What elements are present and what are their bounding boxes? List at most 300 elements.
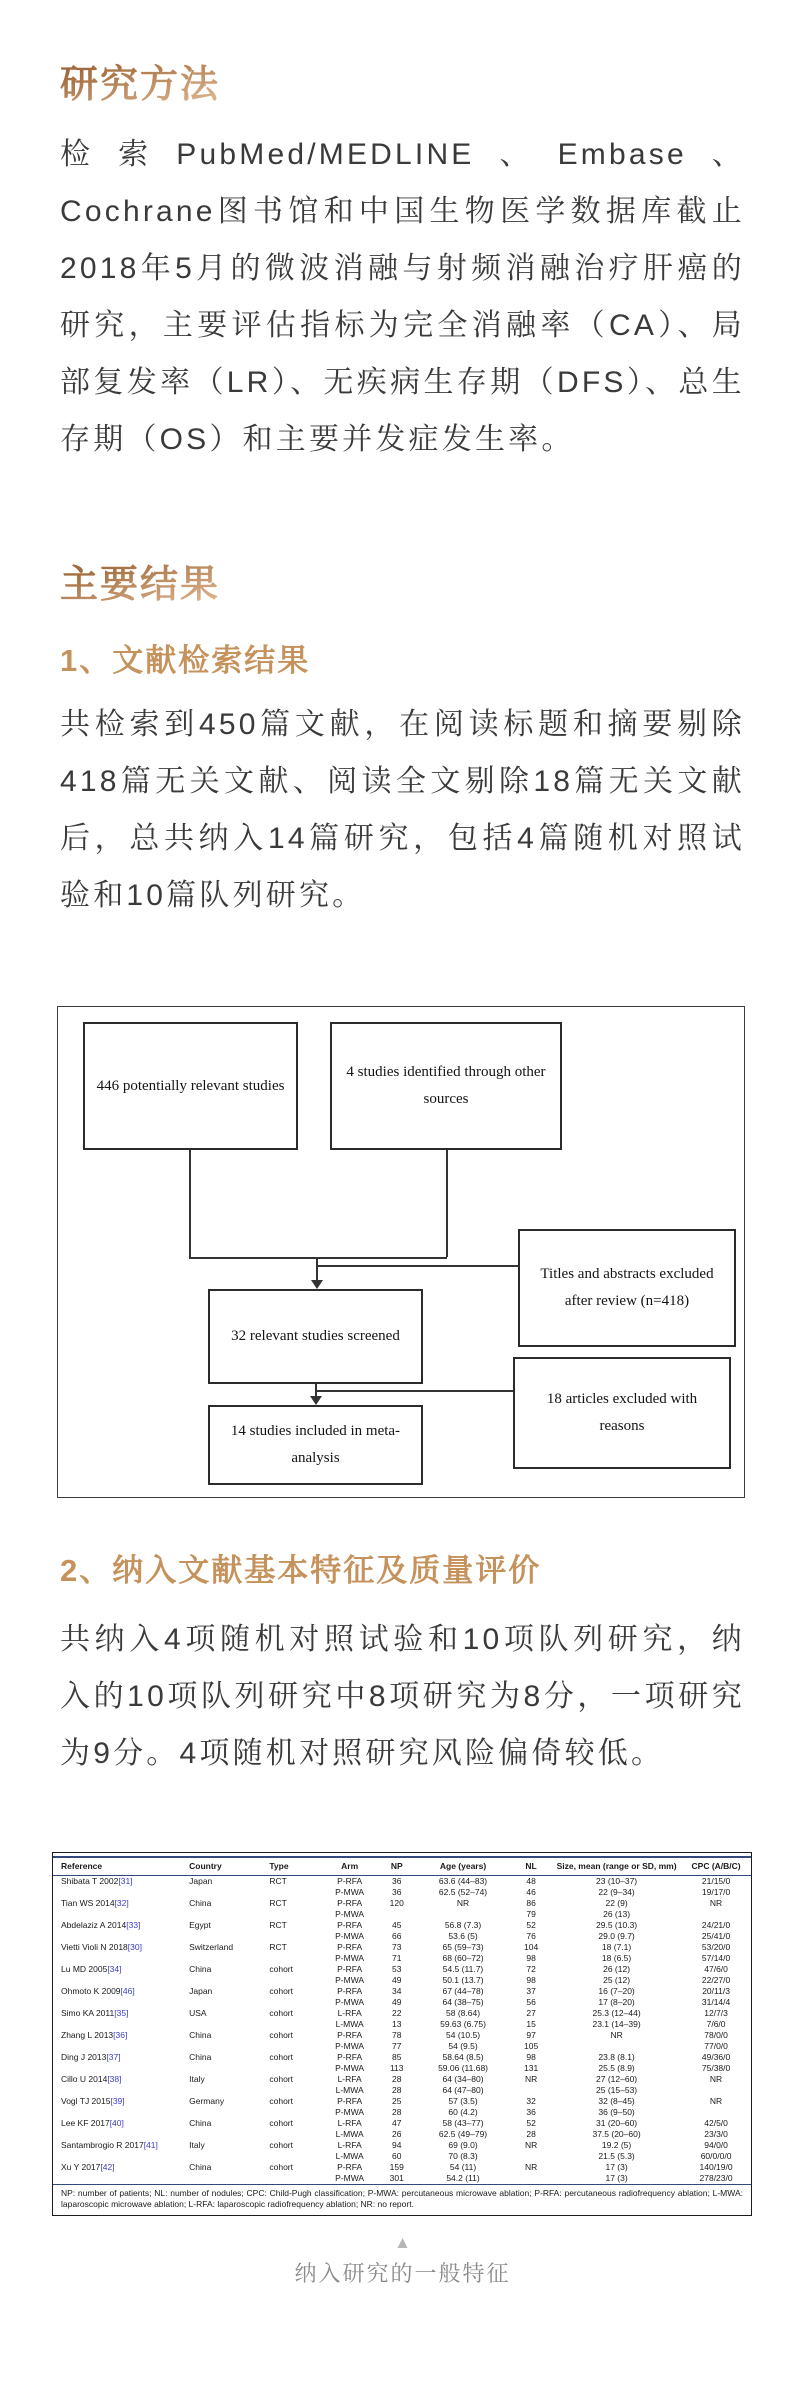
table-row <box>53 2096 751 2107</box>
table-cell <box>189 2107 269 2118</box>
table-cell: 7/6/0 <box>706 2019 726 2029</box>
table-cell: 120 <box>389 1898 404 1908</box>
table-cell: 25 (15–53) <box>596 2085 638 2095</box>
table-cell: 71 <box>392 1953 402 1963</box>
table-cell <box>510 2173 552 2184</box>
citation-link[interactable]: [34] <box>107 1964 122 1974</box>
table-cell: 60/0/0/0 <box>700 2151 732 2161</box>
table-cell <box>681 2107 751 2118</box>
table-cell: 20/11/3 <box>702 1986 730 1996</box>
subsection2-heading: 2、纳入文献基本特征及质量评价 <box>60 1553 542 1588</box>
reference-cell: Vietti Violi N 2018[30] <box>61 1942 142 1952</box>
table-cell: 31/14/4 <box>701 1997 731 2007</box>
table-cell: Japan <box>189 1986 213 1996</box>
results-heading: 主要结果 <box>60 564 221 606</box>
table-cell: L-MWA <box>335 2129 364 2139</box>
table-cell: P-RFA <box>337 1898 363 1908</box>
citation-link[interactable]: [46] <box>120 1986 135 1996</box>
table-cell: 24/21/0 <box>701 1920 731 1930</box>
table-cell: P-MWA <box>335 1997 365 2007</box>
table-cell: cohort <box>269 2052 293 2062</box>
table-cell: 42/5/0 <box>704 2118 728 2128</box>
table-cell <box>269 2063 321 2074</box>
table-cell: 28 <box>526 2129 536 2139</box>
table-cell <box>189 2151 269 2162</box>
reference-cell <box>53 2151 189 2162</box>
table-cell: 53.6 (5) <box>448 1931 478 1941</box>
table-cell: cohort <box>269 2096 293 2106</box>
table-cell: 13 <box>392 2019 402 2029</box>
table-cell <box>269 1931 321 1942</box>
table-cell: L-RFA <box>337 2118 362 2128</box>
table-cell: RCT <box>269 1920 287 1930</box>
table-row <box>53 2118 751 2129</box>
table-cell: 29.5 (10.3) <box>596 1920 638 1930</box>
reference-cell: Abdelaziz A 2014[33] <box>61 1920 141 1930</box>
table-cell: 53 <box>392 1964 402 1974</box>
table-cell: 72 <box>526 1964 536 1974</box>
methods-heading: 研究方法 <box>60 64 221 106</box>
flowchart-box-studies-included: 14 studies included in meta-analysis <box>208 1405 423 1485</box>
table-cell: 17 (8–20) <box>598 1997 635 2007</box>
column-header: Reference <box>53 1857 189 1876</box>
table-cell: 54 (9.5) <box>448 2041 478 2051</box>
table-cell: 54 (10.5) <box>446 2030 481 2040</box>
reference-cell: Lee KF 2017[40] <box>61 2118 124 2128</box>
table-cell: 54.5 (11.7) <box>442 1964 484 1974</box>
table-row <box>53 1964 751 1975</box>
arrow-down-icon <box>311 1280 323 1289</box>
table-cell <box>189 1975 269 1986</box>
table-cell <box>552 2041 681 2052</box>
table-row <box>53 1909 751 1920</box>
table-cell: 52 <box>526 1920 536 1930</box>
table-cell <box>189 2173 269 2184</box>
table-cell: 27 (12–60) <box>596 2074 638 2084</box>
table-cell: L-RFA <box>337 2074 362 2084</box>
table-row <box>53 2107 751 2118</box>
table-cell: China <box>189 2118 212 2128</box>
table-cell: P-RFA <box>337 2030 363 2040</box>
table-cell <box>189 2129 269 2140</box>
table-cell: 140/19/0 <box>699 2162 733 2172</box>
table-cell: P-RFA <box>337 1986 363 1996</box>
table-cell: P-RFA <box>337 1964 363 1974</box>
table-cell: 78 <box>392 2030 402 2040</box>
reference-cell <box>53 1953 189 1964</box>
citation-link[interactable]: [31] <box>118 1876 133 1886</box>
table-cell <box>269 2019 321 2030</box>
subsection1-heading: 1、文献检索结果 <box>60 643 311 678</box>
column-header: Country <box>189 1857 269 1876</box>
table-cell: 75/38/0 <box>701 2063 731 2073</box>
table-cell: 36 <box>526 2107 536 2117</box>
table-cell <box>269 1997 321 2008</box>
table-cell <box>269 1975 321 1986</box>
article-body <box>0 62 800 2288</box>
table-cell: 22 <box>392 2008 402 2018</box>
prisma-flowchart <box>57 1006 745 1498</box>
subsection1-paragraph: 共检索到450篇文献，在阅读标题和摘要剔除418篇无关文献、阅读全文剔除18篇无关文献后，总共纳入14篇研究，包括4篇随机对照试验和10篇队列研究。 <box>60 708 745 912</box>
table-row <box>53 2151 751 2162</box>
table-row <box>53 2008 751 2019</box>
reference-cell <box>53 1997 189 2008</box>
table-row <box>53 2173 751 2184</box>
table-cell: 301 <box>389 2173 404 2183</box>
table-cell: China <box>189 1964 212 1974</box>
methods-paragraph: 检索PubMed/MEDLINE、Embase、Cochrane图书馆和中国生物医学数据库截止2018年5月的微波消融与射频消融治疗肝癌的研究，主要评估指标为完全消融率（CA）、局部复发率（LR）、无疾病生存期（DFS）、总生存期（OS）和主要并发症发生率。 <box>60 138 745 456</box>
reference-cell <box>53 2085 189 2096</box>
table-cell: 86 <box>526 1898 536 1908</box>
table-cell: NR <box>709 2096 723 2106</box>
table-row <box>53 1942 751 1953</box>
reference-cell <box>53 2173 189 2184</box>
table-cell: 37.5 (20–60) <box>592 2129 641 2139</box>
table-row <box>53 2052 751 2063</box>
citation-link[interactable]: [36] <box>113 2030 128 2040</box>
table-row <box>53 2140 751 2151</box>
column-header: Size, mean (range or SD, mm) <box>552 1857 681 1876</box>
table-cell: 17 (3) <box>605 2162 628 2172</box>
connector-line <box>316 1257 318 1282</box>
table-cell: 59.63 (6.75) <box>440 2019 486 2029</box>
table-cell: 58 (43–77) <box>442 2118 484 2128</box>
column-header: Age (years) <box>416 1857 510 1876</box>
connector-line <box>446 1150 448 1257</box>
connector-line <box>189 1257 447 1259</box>
table-cell: 25 (12) <box>603 1975 631 1985</box>
citation-link[interactable]: [30] <box>127 1942 142 1952</box>
reference-cell: Cillo U 2014[38] <box>61 2074 122 2084</box>
table-cell: L-RFA <box>337 2140 362 2150</box>
table-cell <box>269 2173 321 2184</box>
table-cell: 57/14/0 <box>701 1953 731 1963</box>
table-cell: 62.5 (49–79) <box>438 2129 488 2139</box>
table-cell: 26 (12) <box>603 1964 631 1974</box>
connector-line <box>315 1390 513 1392</box>
reference-cell <box>53 1931 189 1942</box>
citation-link[interactable]: [37] <box>106 2052 121 2062</box>
table-cell <box>189 1887 269 1898</box>
table-cell: cohort <box>269 2162 293 2172</box>
column-header: Type <box>269 1857 321 1876</box>
table-cell: P-MWA <box>335 1931 365 1941</box>
collapse-triangle-icon[interactable]: ▲ <box>394 2233 411 2252</box>
table-cell: RCT <box>269 1876 287 1886</box>
table-row <box>53 1876 751 1888</box>
table-cell: 98 <box>526 1953 536 1963</box>
table-cell: 54 (11) <box>449 2162 477 2172</box>
table-cell: 17 (3) <box>605 2173 628 2183</box>
table-cell: 64 (34–80) <box>442 2074 484 2084</box>
table-cell <box>681 2085 751 2096</box>
reference-cell: Simo KA 2011[35] <box>61 2008 129 2018</box>
table-cell: RCT <box>269 1942 287 1952</box>
table-cell: cohort <box>269 1964 293 1974</box>
table-row <box>53 2074 751 2085</box>
table-cell: 21.5 (5.3) <box>598 2151 635 2161</box>
table-cell: 69 (9.0) <box>448 2140 478 2150</box>
table-cell: cohort <box>269 2008 293 2018</box>
citation-link[interactable]: [35] <box>114 2008 129 2018</box>
table-cell: 36 <box>392 1876 402 1886</box>
table-cell: P-RFA <box>337 1920 363 1930</box>
table-cell: 52 <box>526 2118 536 2128</box>
table-cell <box>269 2151 321 2162</box>
flowchart-box-articles-excluded: 18 articles excluded with reasons <box>513 1357 731 1469</box>
table-row <box>53 2129 751 2140</box>
reference-cell: Xu Y 2017[42] <box>61 2162 115 2172</box>
table-cell: 15 <box>526 2019 536 2029</box>
table-cell: 22 (9–34) <box>598 1887 635 1897</box>
study-table-head-row <box>53 1857 751 1876</box>
table-cell: 113 <box>389 2063 404 2073</box>
table-cell: 49/36/0 <box>701 2052 731 2062</box>
table-cell: 159 <box>389 2162 404 2172</box>
table-cell: 60 <box>392 2151 402 2161</box>
reference-cell: Ohmoto K 2009[46] <box>61 1986 135 1996</box>
table-cell: 60 (4.2) <box>448 2107 478 2117</box>
flowchart-box-other-sources: 4 studies identified through other sources <box>330 1022 562 1150</box>
table-cell: 26 (13) <box>603 1909 631 1919</box>
table-cell: 58 (8.64) <box>446 2008 481 2018</box>
table-cell: cohort <box>269 2118 293 2128</box>
citation-link[interactable]: [41] <box>143 2140 158 2150</box>
table-cell <box>269 2041 321 2052</box>
table-row <box>53 2041 751 2052</box>
table-cell: 62.5 (52–74) <box>438 1887 488 1897</box>
connector-line <box>189 1150 191 1257</box>
table-cell: 76 <box>526 1931 536 1941</box>
table-cell: 278/23/0 <box>699 2173 733 2183</box>
table-cell <box>189 1931 269 1942</box>
table-cell <box>269 1909 321 1920</box>
table-cell <box>269 2129 321 2140</box>
table-cell: 57 (3.5) <box>448 2096 478 2106</box>
citation-link[interactable]: [33] <box>126 1920 141 1930</box>
reference-cell: Tian WS 2014[32] <box>61 1898 129 1908</box>
table-cell: P-RFA <box>337 1876 363 1886</box>
table-cell: 12/7/3 <box>704 2008 728 2018</box>
table-cell <box>378 1909 416 1920</box>
table-cell: 48 <box>526 1876 536 1886</box>
table-cell <box>269 2085 321 2096</box>
table-cell: 65 (59–73) <box>442 1942 484 1952</box>
table-cell <box>189 2063 269 2074</box>
table-cell: 37 <box>526 1986 536 1996</box>
table-cell: NR <box>456 1898 470 1908</box>
table-cell: 31 (20–60) <box>596 2118 638 2128</box>
table-cell: P-RFA <box>337 2052 363 2062</box>
citation-link[interactable]: [32] <box>114 1898 129 1908</box>
connector-line <box>316 1265 518 1267</box>
table-cell: 21/15/0 <box>701 1876 731 1886</box>
table-row <box>53 1953 751 1964</box>
table-cell: 94/0/0 <box>704 2140 728 2150</box>
table-cell: 98 <box>526 1975 536 1985</box>
table-cell <box>189 1953 269 1964</box>
table-cell <box>189 1997 269 2008</box>
table-cell: 22 (9) <box>605 1898 628 1908</box>
table-cell: L-MWA <box>335 2019 364 2029</box>
table-cell: P-RFA <box>337 1942 363 1952</box>
table-cell: 49 <box>392 1975 402 1985</box>
column-header: NL <box>510 1857 552 1876</box>
table-cell: 19.2 (5) <box>601 2140 632 2150</box>
citation-link[interactable]: [40] <box>109 2118 124 2128</box>
table-cell: 70 (8.3) <box>448 2151 478 2161</box>
table-cell: 26 <box>392 2129 402 2139</box>
table-cell: P-MWA <box>335 2063 365 2073</box>
table-cell: NR <box>524 2140 538 2150</box>
flowchart-box-studies-screened: 32 relevant studies screened <box>208 1289 423 1384</box>
table-cell: NR <box>709 1898 723 1908</box>
reference-cell: Zhang L 2013[36] <box>61 2030 128 2040</box>
table-row <box>53 2085 751 2096</box>
reference-cell <box>53 1909 189 1920</box>
table-cell: USA <box>189 2008 207 2018</box>
table-cell <box>189 1909 269 1920</box>
table-cell: 56 <box>526 1997 536 2007</box>
table-cell: China <box>189 1898 212 1908</box>
table-cell: 77 <box>392 2041 402 2051</box>
table-cell: 22/27/0 <box>701 1975 731 1985</box>
table-cell: 36 <box>392 1887 402 1897</box>
reference-cell: Santambrogio R 2017[41] <box>61 2140 158 2150</box>
table-cell: cohort <box>269 2140 293 2150</box>
table-cell: Egypt <box>189 1920 211 1930</box>
table-cell: 85 <box>392 2052 402 2062</box>
reference-cell <box>53 1887 189 1898</box>
table-row <box>53 2063 751 2074</box>
table-cell: 25.3 (12–44) <box>592 2008 641 2018</box>
table-cell: 104 <box>523 1942 539 1952</box>
table-cell: NR <box>524 2162 538 2172</box>
table-cell: 25.5 (8.9) <box>598 2063 635 2073</box>
table-cell: China <box>189 2162 212 2172</box>
table-cell: L-MWA <box>335 2085 364 2095</box>
table-cell: 47 <box>392 2118 402 2128</box>
table-cell: 28 <box>392 2085 402 2095</box>
column-header: CPC (A/B/C) <box>681 1857 751 1876</box>
table-cell: 64 (47–80) <box>442 2085 484 2095</box>
table-cell: 16 (7–20) <box>598 1986 635 1996</box>
arrow-down-icon <box>310 1396 322 1405</box>
table-cell: 19/17/0 <box>701 1887 731 1897</box>
table-cell: 59.06 (11.68) <box>438 2063 488 2073</box>
reference-cell <box>53 1975 189 1986</box>
table-cell: 29.0 (9.7) <box>598 1931 635 1941</box>
table-cell: NR <box>524 2074 538 2084</box>
table-cell: Italy <box>189 2074 205 2084</box>
table-cell: P-MWA <box>335 1975 365 1985</box>
table-cell: 131 <box>523 2063 539 2073</box>
table-row <box>53 1997 751 2008</box>
table-cell: L-MWA <box>335 2151 364 2161</box>
table-cell: 78/0/0 <box>704 2030 728 2040</box>
table-row <box>53 2162 751 2173</box>
table-cell: P-RFA <box>337 2162 363 2172</box>
table-cell: 97 <box>526 2030 536 2040</box>
table-row <box>53 1887 751 1898</box>
table-cell: Italy <box>189 2140 205 2150</box>
table-cell: cohort <box>269 2030 293 2040</box>
flowchart-box-potential-studies: 446 potentially relevant studies <box>83 1022 298 1150</box>
citation-link[interactable]: [42] <box>100 2162 115 2172</box>
table-cell: 23.8 (8.1) <box>598 2052 635 2062</box>
table-cell <box>189 2041 269 2052</box>
table-cell <box>681 1909 751 1920</box>
table-cell: 34 <box>392 1986 402 1996</box>
table-cell: 32 <box>526 2096 536 2106</box>
table-cell: NR <box>610 2030 623 2040</box>
table-cell: China <box>189 2030 212 2040</box>
table-row <box>53 1986 751 1997</box>
reference-cell <box>53 2107 189 2118</box>
table-cell: 64 (38–75) <box>442 1997 484 2007</box>
table-cell: 25/41/0 <box>701 1931 731 1941</box>
reference-cell <box>53 2063 189 2074</box>
table-cell: 67 (44–78) <box>442 1986 484 1996</box>
table-cell: 23/3/0 <box>704 2129 728 2139</box>
table-cell: Germany <box>189 2096 225 2106</box>
table-cell: 27 <box>526 2008 536 2018</box>
table-cell: P-MWA <box>335 2107 365 2117</box>
table-cell: 58.64 (8.5) <box>442 2052 484 2062</box>
table-cell <box>189 2085 269 2096</box>
table-cell: cohort <box>269 2074 293 2084</box>
table-cell: 77/0/0 <box>704 2041 728 2051</box>
citation-link[interactable]: [38] <box>107 2074 122 2084</box>
table-cell: 53/20/0 <box>701 1942 731 1952</box>
table-cell <box>189 2019 269 2030</box>
reference-cell: Shibata T 2002[31] <box>61 1876 133 1886</box>
table-row <box>53 1975 751 1986</box>
table-cell <box>510 2151 552 2162</box>
table-cell: cohort <box>269 1986 293 1996</box>
table-cell: 32 (8–45) <box>598 2096 635 2106</box>
table-cell: 66 <box>392 1931 402 1941</box>
table-cell: 18 (6.5) <box>601 1953 632 1963</box>
table-cell: 49 <box>392 1997 402 2007</box>
reference-cell <box>53 2041 189 2052</box>
table-cell: 28 <box>392 2107 402 2117</box>
reference-cell <box>53 2129 189 2140</box>
table-cell: P-MWA <box>335 2173 365 2183</box>
table-cell: 47/6/0 <box>704 1964 728 1974</box>
table-cell: Japan <box>189 1876 213 1886</box>
table-cell: 45 <box>392 1920 402 1930</box>
table-cell: P-MWA <box>335 1887 365 1897</box>
table-cell: NR <box>709 2074 723 2084</box>
study-table-body <box>53 1876 751 2185</box>
table-cell: 94 <box>392 2140 402 2150</box>
table-row <box>53 1898 751 1909</box>
table-cell: Switzerland <box>189 1942 234 1952</box>
citation-link[interactable]: [39] <box>110 2096 125 2106</box>
table-cell <box>510 2085 552 2096</box>
flowchart-box-titles-excluded: Titles and abstracts excluded after review (n=418) <box>518 1229 736 1347</box>
table-cell: 18 (7.1) <box>601 1942 632 1952</box>
table-cell: 50.1 (13.7) <box>442 1975 484 1985</box>
table-cell: 98 <box>526 2052 536 2062</box>
table-cell: L-RFA <box>337 2008 362 2018</box>
table-cell: P-MWA <box>335 1909 365 1919</box>
table-cell <box>269 1887 321 1898</box>
table-cell: RCT <box>269 1898 287 1908</box>
column-header: NP <box>378 1857 416 1876</box>
reference-cell <box>53 2019 189 2030</box>
